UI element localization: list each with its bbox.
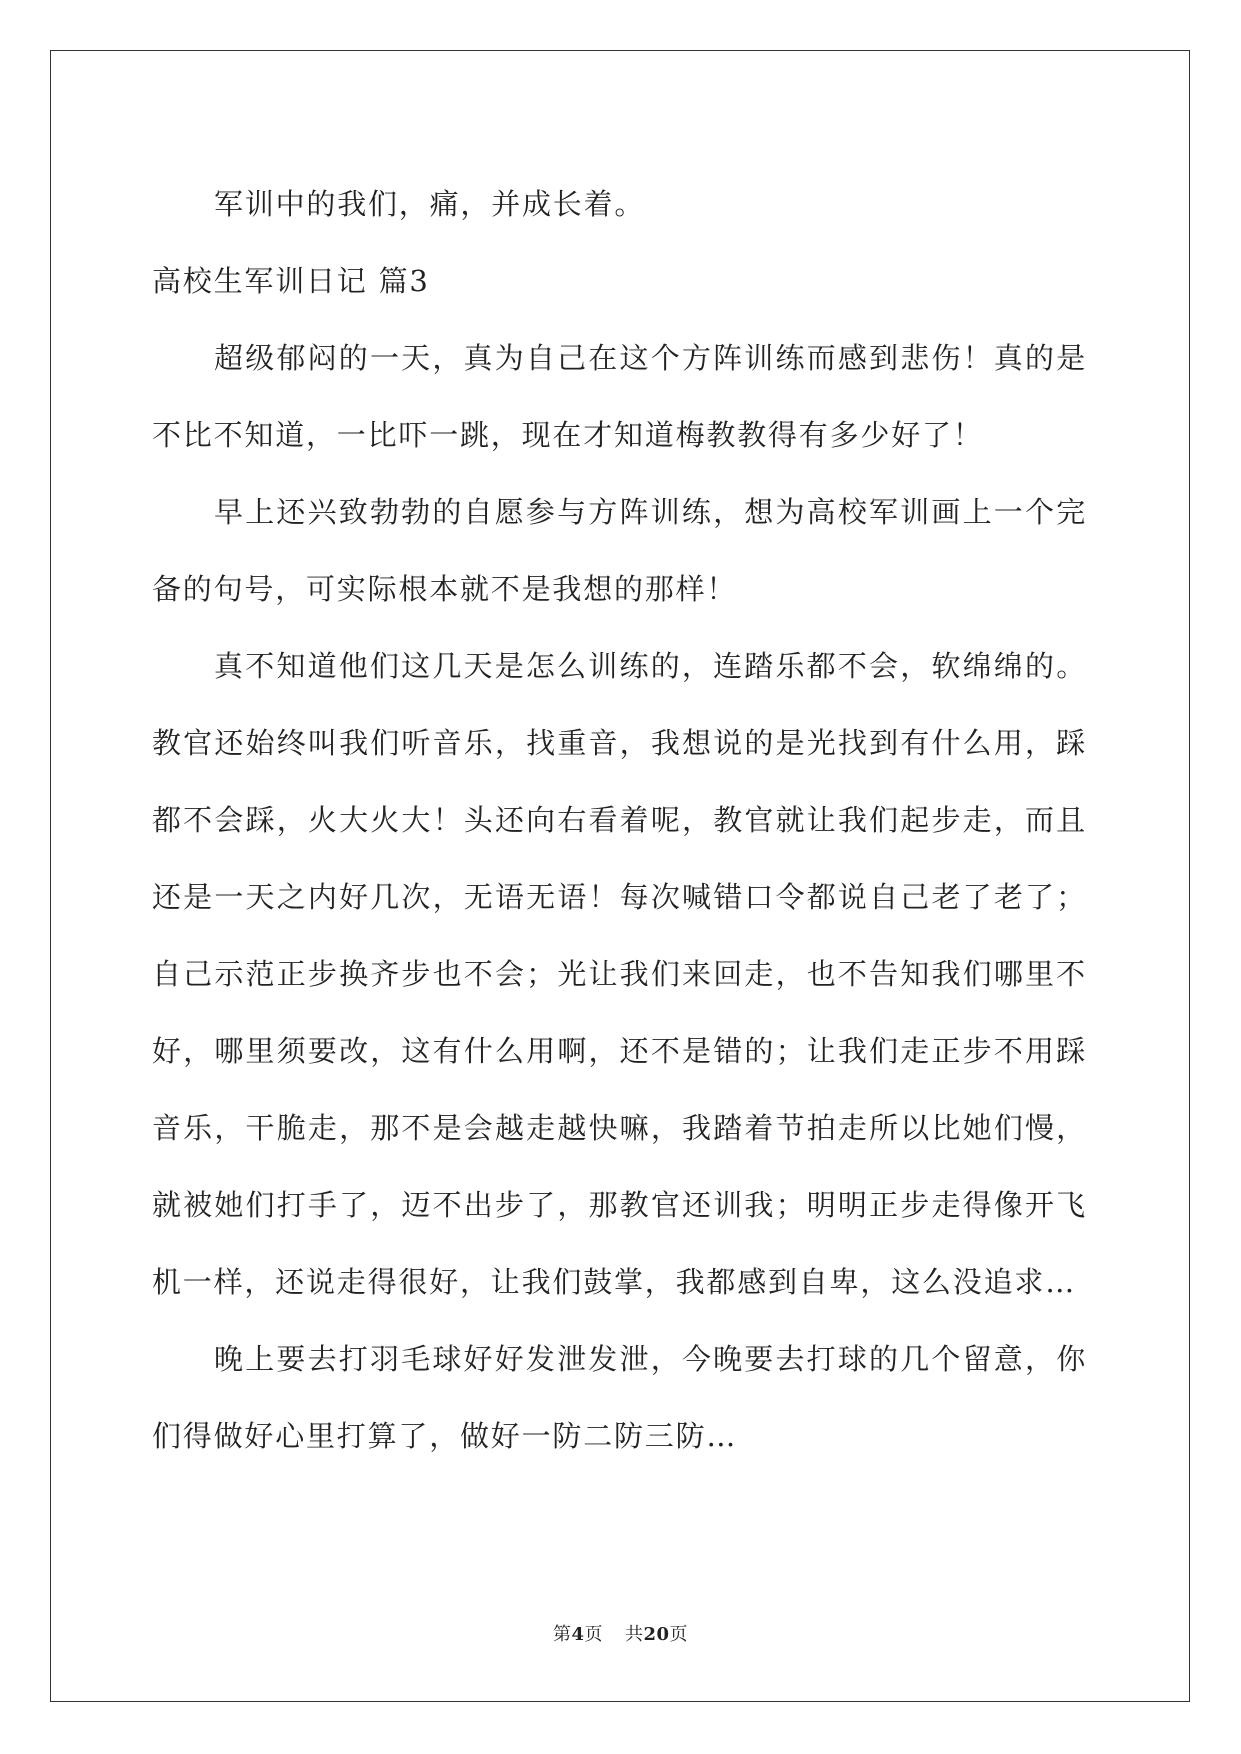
section-heading: 高校生军训日记 篇3: [152, 264, 430, 298]
paragraph-2: 超级郁闷的一天，真为自己在这个方阵训练而感到悲伤！真的是不比不知道，一比吓一跳，现在才知道梅教教得有多少好了！: [152, 341, 1087, 452]
paragraph-1: 军训中的我们，痛，并成长着。: [214, 187, 646, 221]
page-number: 4: [571, 1624, 585, 1645]
document-body: [152, 166, 1087, 1475]
paragraph-4: 真不知道他们这几天是怎么训练的，连踏乐都不会，软绵绵的。教官还始终叫我们听音乐，找重音，我想说的是光找到有什么用，踩都不会踩，火大火大！头还向右看着呢，教官就让我们起步走，而且还是一天之内好几次，无语无语！每次喊错口令都说自己老了老了；自己示范正步换齐步也不会；光让我们来回走，也不告知我们哪里不好，哪里须要改，这有什么用啊，还不是错的；让我们走正步不用踩音乐，干脆走，那不是会越走越快嘛，我踏着节拍走所以比她们慢，就被她们打手了，迈不出步了，那教官还训我；明明正步走得像开飞机一样，还说走得很好，让我们鼓掌，我都感到自卑，这么没追求…: [152, 649, 1087, 1299]
page-footer: [0, 1620, 1241, 1646]
paragraph-3: 早上还兴致勃勃的自愿参与方阵训练，想为高校军训画上一个完备的句号，可实际根本就不是我想的那样！: [152, 495, 1087, 606]
total-prefix: 共: [624, 1624, 644, 1645]
page-prefix: 第: [552, 1624, 572, 1645]
total-suffix: 页: [669, 1624, 689, 1645]
paragraph-5: 晚上要去打羽毛球好好发泄发泄，今晚要去打球的几个留意，你们得做好心里打算了，做好一防二防三防…: [152, 1342, 1087, 1453]
page-suffix: 页: [584, 1624, 603, 1645]
total-pages: 20: [643, 1624, 670, 1645]
